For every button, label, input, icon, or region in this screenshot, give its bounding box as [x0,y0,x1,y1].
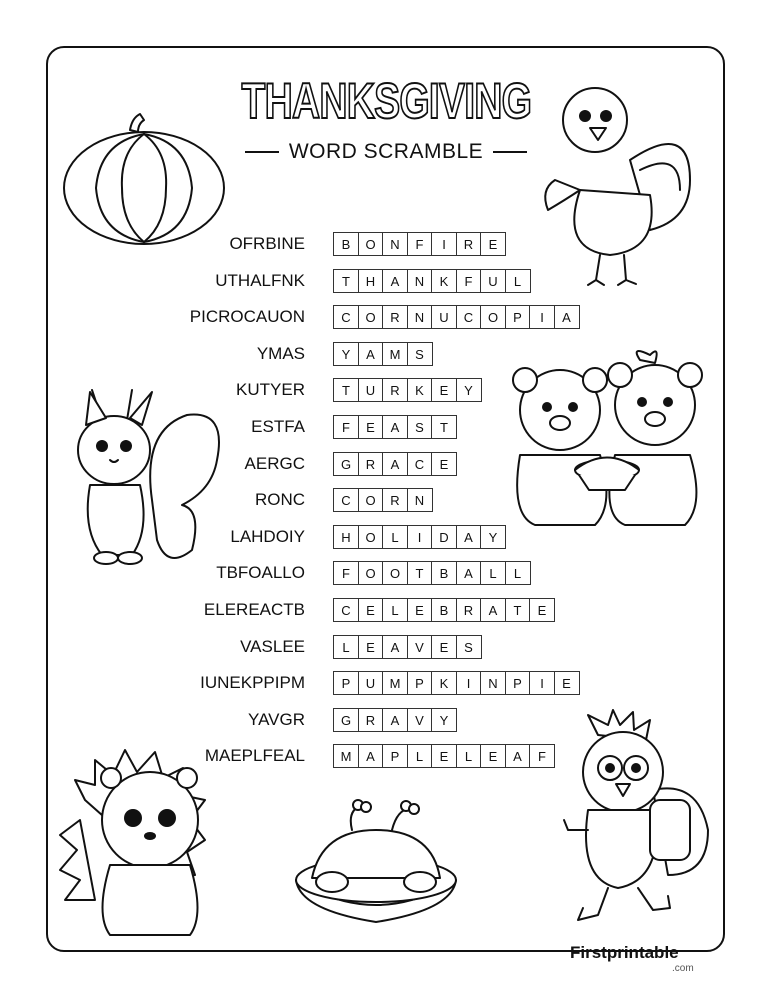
hedgehog-icon [55,740,215,940]
letter-box[interactable]: F [529,744,555,768]
letter-box[interactable]: P [505,671,531,695]
scrambled-word: AERGC [244,454,305,473]
answer-boxes [333,744,554,768]
scrambled-word: PICROCAUON [189,307,305,326]
puzzle-row [0,598,773,622]
answer-boxes [333,598,554,622]
letter-box[interactable]: P [333,671,359,695]
letter-box[interactable]: G [333,708,359,732]
scrambled-word: MAEPLFEAL [204,746,305,765]
letter-box[interactable]: L [382,525,408,549]
letter-box[interactable]: N [407,269,433,293]
letter-box[interactable]: N [407,488,433,512]
letter-box[interactable]: C [456,305,482,329]
answer-boxes [333,232,505,256]
letter-box[interactable]: T [407,561,433,585]
answer-boxes [333,525,505,549]
letter-box[interactable]: Y [456,378,482,402]
letter-box[interactable]: E [358,415,384,439]
letter-box[interactable]: H [358,269,384,293]
letter-box[interactable]: E [554,671,580,695]
letter-box[interactable]: T [333,269,359,293]
puzzle-row [0,635,773,659]
scrambled-word: LAHDOIY [230,527,305,546]
letter-box[interactable]: S [407,415,433,439]
letter-box[interactable]: K [407,378,433,402]
scrambled-word: VASLEE [240,637,305,656]
letter-box[interactable]: A [358,342,384,366]
letter-box[interactable]: M [382,671,408,695]
letter-box[interactable]: O [480,305,506,329]
letter-box[interactable]: C [333,598,359,622]
letter-box[interactable]: E [407,598,433,622]
letter-box[interactable]: L [407,744,433,768]
letter-box[interactable]: L [505,269,531,293]
letter-box[interactable]: T [333,378,359,402]
letter-box[interactable]: I [529,305,555,329]
letter-box[interactable]: H [333,525,359,549]
letter-box[interactable]: R [456,232,482,256]
letter-box[interactable]: A [480,598,506,622]
letter-box[interactable]: R [358,708,384,732]
scrambled-word: IUNEKPPIPM [200,673,305,692]
roast-turkey-dish-icon [292,800,460,930]
page-title: THANKSGIVING [241,73,532,129]
letter-box[interactable]: R [456,598,482,622]
letter-box[interactable]: R [382,378,408,402]
walking-turkey-icon [558,710,718,935]
squirrel-icon [72,390,222,570]
letter-box[interactable]: L [333,635,359,659]
brand-domain: .com [672,963,694,974]
letter-box[interactable]: B [431,561,457,585]
letter-box[interactable]: A [456,525,482,549]
letter-box[interactable]: U [358,671,384,695]
letter-box[interactable]: S [456,635,482,659]
subtitle-row [245,140,527,164]
puzzle-row [0,305,773,329]
letter-box[interactable]: O [358,305,384,329]
answer-boxes [333,488,431,512]
letter-box[interactable]: F [407,232,433,256]
letter-box[interactable]: M [382,342,408,366]
scrambled-word: ESTFA [251,417,305,436]
letter-box[interactable]: U [358,378,384,402]
letter-box[interactable]: N [382,232,408,256]
letter-box[interactable]: O [358,488,384,512]
letter-box[interactable]: Y [480,525,506,549]
letter-box[interactable]: L [480,561,506,585]
letter-box[interactable]: A [382,452,408,476]
scrambled-word: UTHALFNK [215,271,305,290]
answer-boxes [333,305,578,329]
letter-box[interactable]: M [333,744,359,768]
letter-box[interactable]: S [407,342,433,366]
puzzle-row [0,671,773,695]
answer-boxes [333,635,480,659]
letter-box[interactable]: E [358,635,384,659]
scrambled-word: YMAS [256,344,305,363]
letter-box[interactable]: U [431,305,457,329]
letter-box[interactable]: B [431,598,457,622]
answer-boxes [333,342,431,366]
letter-box[interactable]: T [431,415,457,439]
turkey-icon [540,80,700,290]
answer-boxes [333,415,456,439]
letter-box[interactable]: P [407,671,433,695]
letter-box[interactable]: A [505,744,531,768]
letter-box[interactable]: O [358,525,384,549]
letter-box[interactable]: N [480,671,506,695]
letter-box[interactable]: A [382,415,408,439]
letter-box[interactable]: E [480,232,506,256]
letter-box[interactable]: R [382,305,408,329]
letter-box[interactable]: E [529,598,555,622]
letter-box[interactable]: U [480,269,506,293]
letter-box[interactable]: L [505,561,531,585]
letter-box[interactable]: N [407,305,433,329]
letter-box[interactable]: I [529,671,555,695]
letter-box[interactable]: K [431,269,457,293]
letter-box[interactable]: T [505,598,531,622]
scrambled-word: OFRBINE [229,234,305,253]
letter-box[interactable]: A [382,635,408,659]
letter-box[interactable]: E [358,598,384,622]
answer-boxes [333,708,456,732]
brand-logo: Firstprintable [570,943,679,962]
letter-box[interactable]: A [456,561,482,585]
letter-box[interactable]: Y [333,342,359,366]
page-subtitle: WORD SCRAMBLE [288,140,484,163]
letter-box[interactable]: C [407,452,433,476]
scrambled-word: TBFOALLO [216,563,305,582]
letter-box[interactable]: K [431,671,457,695]
letter-box[interactable]: P [505,305,531,329]
letter-box[interactable]: A [358,744,384,768]
bears-with-pie-icon [505,345,710,530]
letter-box[interactable]: B [333,232,359,256]
answer-boxes [333,671,578,695]
letter-box[interactable]: R [382,488,408,512]
letter-box[interactable]: P [382,744,408,768]
letter-box[interactable]: F [333,561,359,585]
subtitle-rule-left [245,151,279,153]
letter-box[interactable]: E [431,635,457,659]
letter-box[interactable]: L [456,744,482,768]
letter-box[interactable]: C [333,305,359,329]
letter-box[interactable]: O [358,232,384,256]
letter-box[interactable]: V [407,708,433,732]
letter-box[interactable]: E [431,378,457,402]
scrambled-word: YAVGR [248,710,305,729]
pumpkin-icon [60,112,228,246]
letter-box[interactable]: I [407,525,433,549]
letter-box[interactable]: G [333,452,359,476]
letter-box[interactable]: I [456,671,482,695]
letter-box[interactable]: F [456,269,482,293]
letter-box[interactable]: D [431,525,457,549]
letter-box[interactable]: E [431,452,457,476]
letter-box[interactable]: I [431,232,457,256]
letter-box[interactable]: A [382,269,408,293]
answer-boxes [333,561,529,585]
answer-boxes [333,378,480,402]
answer-boxes [333,269,529,293]
letter-box[interactable]: F [333,415,359,439]
letter-box[interactable]: O [358,561,384,585]
letter-box[interactable]: E [431,744,457,768]
scrambled-word: KUTYER [236,380,305,399]
letter-box[interactable]: A [554,305,580,329]
scrambled-word: ELEREACTB [203,600,305,619]
letter-box[interactable]: Y [431,708,457,732]
letter-box[interactable]: O [382,561,408,585]
answer-boxes [333,452,456,476]
letter-box[interactable]: V [407,635,433,659]
subtitle-rule-right [493,151,527,153]
letter-box[interactable]: L [382,598,408,622]
letter-box[interactable]: C [333,488,359,512]
letter-box[interactable]: R [358,452,384,476]
letter-box[interactable]: A [382,708,408,732]
scrambled-word: RONC [254,490,305,509]
letter-box[interactable]: E [480,744,506,768]
